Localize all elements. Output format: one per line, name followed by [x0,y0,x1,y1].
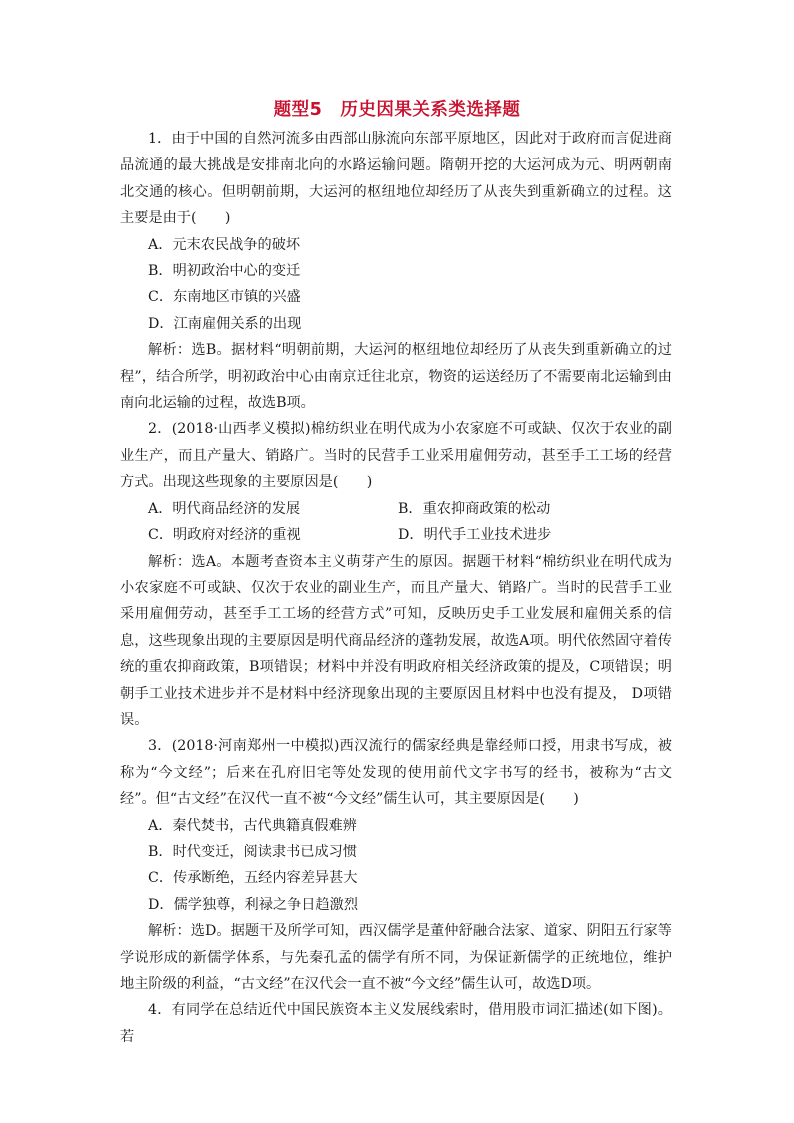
question-4 [120,997,672,1050]
option-c: C．东南地区市镇的兴盛 [148,289,301,306]
option-a: A．明代商品经济的发展 [148,500,301,517]
option-a: A．元末农民战争的破坏 [148,236,301,253]
option-d: D．儒学独尊，利禄之争日趋激烈 [148,896,359,913]
answer-analysis: 解析：选D。据题干及所学可知，西汉儒学是董仲舒融合法家、道家、阴阳五行家等学说形成的新儒学体系，与先秦孔孟的儒学有所不同，为保证新儒学的正统地位，维护地主阶级的利益，“古文经”在汉代会一直不被“今文经”儒生认可，故选D项。 [120,923,672,992]
question-stem: 1．由于中国的自然河流多由西部山脉流向东部平原地区，因此对于政府而言促进商品流通的最大挑战是安排南北向的水路运输问题。隋朝开挖的大运河成为元、明两朝南北交通的核心。但明朝前期，大运河的枢纽地位却经历了从丧失到重新确立的过程。这主要是由于( ) [120,131,672,227]
question-3 [120,733,672,997]
answer-analysis: 解析：选B。据材料“明朝前期，大运河的枢纽地位却经历了从丧失到重新确立的过程”，结合所学，明初政治中心由南京迁往北京，物资的运送经历了不需要南北运输到由南向北运输的过程，故选B项。 [120,342,672,412]
option-b: B．明初政治中心的变迁 [148,263,301,280]
option-b: B．重农抑商政策的松动 [398,500,551,517]
options-row [120,496,672,522]
question-2 [120,416,672,733]
document-body [120,126,672,1050]
question-stem: 3．(2018·河南郑州一中模拟)西汉流行的儒家经典是靠经师口授，用隶书写成，被称为“今文经”；后来在孔府旧宅等处发现的使用前代文字书写的经书，被称为“古文经”。但“古文经”在汉代一直不被“今文经”儒生认可，其主要原因是( ) [120,738,672,808]
question-1 [120,126,672,416]
option-a: A．秦代焚书，古代典籍真假难辨 [148,817,357,834]
question-stem: 2．(2018·山西孝义模拟)棉纺织业在明代成为小农家庭不可或缺、仅次于农业的副业生产，而且产量大、销路广。当时的民营手工业采用雇佣劳动，甚至手工工场的经营方式。出现这些现象的主要原因是( ) [120,421,672,491]
option-c: C．明政府对经济的重视 [148,527,301,544]
option-b: B．时代变迁，阅读隶书已成习惯 [148,843,358,860]
option-d: D．明代手工业技术进步 [398,527,552,544]
option-d: D．江南雇佣关系的出现 [148,315,302,332]
page-title: 题型5 历史因果关系类选择题 [273,100,521,120]
answer-analysis: 解析：选A。本题考查资本主义萌芽产生的原因。据题干材料“棉纺织业在明代成为小农家庭不可或缺、仅次于农业的副业生产，而且产量大、销路广。当时的民营手工业采用雇佣劳动，甚至手工工场的经营方式”可知，反映历史手工业发展和雇佣关系的信息，这些现象出现的主要原因是明代商品经济的蓬勃发展，故选A项。明代依然固守着传统的重农抑商政策，B项错误；材料中并没有明政府相关经济政策的提及，C项错误；明朝手工业技术进步并不是材料中经济现象出现的主要原因且材料中也没有提及， D项错误。 [120,553,672,728]
options-row [120,522,672,548]
option-c: C．传承断绝，五经内容差异甚大 [148,870,358,887]
question-stem: 4．有同学在总结近代中国民族资本主义发展线索时，借用股市词汇描述(如下图)。若 [120,1002,672,1045]
